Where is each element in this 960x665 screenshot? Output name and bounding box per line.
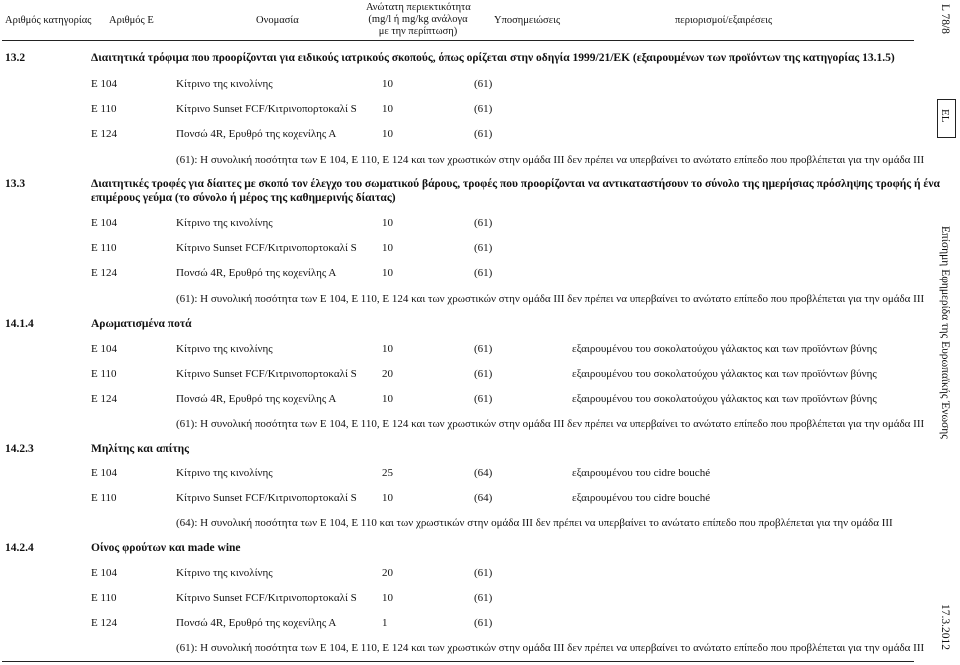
- footnote-text: (61): Η συνολική ποσότητα των E 104, E 110, E 124 και των χρωστικών στην ομάδα III δεν πρέπει να υπερβαίνει το ανώτατο επίπεδο που προβλέπεται για την ομάδα III: [176, 642, 925, 654]
- footnote-ref: (61): [474, 242, 493, 254]
- max-level: 10: [382, 217, 393, 229]
- e-number: E 110: [91, 368, 117, 380]
- section-number: 14.1.4: [5, 318, 34, 330]
- colour-name: Κίτρινο της κινολίνης: [176, 567, 273, 579]
- section-title: Οίνος φρούτων και made wine: [91, 542, 241, 554]
- footnote-ref: (61): [474, 592, 493, 604]
- footnote-ref: (61): [474, 128, 493, 140]
- footnote-ref: (61): [474, 567, 493, 579]
- colour-name: Κίτρινο Sunset FCF/Κιτρινοπορτοκαλί S: [176, 492, 357, 504]
- colour-name: Κίτρινο της κινολίνης: [176, 467, 273, 479]
- header-restrictions: περιορισμοί/εξαιρέσεις: [675, 15, 773, 26]
- max-level: 10: [382, 343, 393, 355]
- footnote-ref: (61): [474, 267, 493, 279]
- header-category-number: Αριθμός κατηγορίας: [5, 15, 92, 26]
- colour-name: Κίτρινο Sunset FCF/Κιτρινοπορτοκαλί S: [176, 242, 357, 254]
- restriction: εξαιρουμένου του σοκολατούχου γάλακτος και των προϊόντων βύνης: [572, 393, 877, 405]
- footnote-ref: (61): [474, 393, 493, 405]
- footnote-text: (64): Η συνολική ποσότητα των E 104, E 110 και των χρωστικών στην ομάδα III δεν πρέπει να υπερβαίνει το ανώτατο επίπεδο που προβλέπεται για την ομάδα III: [176, 517, 893, 529]
- e-number: E 124: [91, 617, 117, 629]
- e-number: E 110: [91, 592, 117, 604]
- footnote-text: (61): Η συνολική ποσότητα των E 104, E 110, E 124 και των χρωστικών στην ομάδα III δεν πρέπει να υπερβαίνει το ανώτατο επίπεδο που προβλέπεται για την ομάδα III: [176, 154, 925, 166]
- restriction: εξαιρουμένου του cidre bouché: [572, 492, 711, 504]
- footnote-ref: (64): [474, 467, 493, 479]
- journal-title: Επίσημη Εφημερίδα της Ευρωπαϊκής Ένωσης: [939, 226, 951, 439]
- max-level: 1: [382, 617, 388, 629]
- e-number: E 104: [91, 567, 117, 579]
- footnote-text: (61): Η συνολική ποσότητα των E 104, E 110, E 124 και των χρωστικών στην ομάδα III δεν πρέπει να υπερβαίνει το ανώτατο επίπεδο που προβλέπεται για την ομάδα III: [176, 293, 925, 305]
- colour-name: Κίτρινο Sunset FCF/Κιτρινοπορτοκαλί S: [176, 103, 357, 115]
- publication-date: 17.3.2012: [939, 604, 951, 650]
- max-level: 10: [382, 267, 393, 279]
- e-number: E 110: [91, 242, 117, 254]
- e-number: E 124: [91, 393, 117, 405]
- colour-name: Κίτρινο Sunset FCF/Κιτρινοπορτοκαλί S: [176, 592, 357, 604]
- e-number: E 104: [91, 467, 117, 479]
- max-level: 10: [382, 592, 393, 604]
- colour-name: Πονσώ 4R, Ερυθρό της κοχενίλης Α: [176, 128, 337, 140]
- restriction: εξαιρουμένου του σοκολατούχου γάλακτος και των προϊόντων βύνης: [572, 368, 877, 380]
- max-level: 20: [382, 567, 393, 579]
- max-level: 10: [382, 128, 393, 140]
- colour-name: Κίτρινο της κινολίνης: [176, 217, 273, 229]
- e-number: E 110: [91, 103, 117, 115]
- colour-name: Κίτρινο της κινολίνης: [176, 78, 273, 90]
- section-title: Μηλίτης και απίτης: [91, 443, 190, 455]
- colour-name: Πονσώ 4R, Ερυθρό της κοχενίλης Α: [176, 617, 337, 629]
- section-title: Αρωματισμένα ποτά: [91, 318, 192, 330]
- language-code: EL: [939, 109, 951, 123]
- colour-name: Πονσώ 4R, Ερυθρό της κοχενίλης Α: [176, 393, 337, 405]
- e-number: E 124: [91, 128, 117, 140]
- header-footnotes: Υποσημειώσεις: [494, 15, 561, 26]
- footnote-ref: (61): [474, 343, 493, 355]
- footnote-ref: (61): [474, 217, 493, 229]
- e-number: E 104: [91, 78, 117, 90]
- footnote-ref: (61): [474, 617, 493, 629]
- section-title-line-1: Διαιτητικές τροφές για δίαιτες με σκοπό τον έλεγχο του σωματικού βάρους, τροφές που προορίζονται να αντικαταστήσουν το σύνολο της ημερήσιας πρόσληψης τροφής ή ένα: [91, 178, 940, 190]
- footnote-ref: (61): [474, 368, 493, 380]
- max-level: 10: [382, 492, 393, 504]
- header-name: Ονομασία: [256, 15, 299, 26]
- max-level: 10: [382, 393, 393, 405]
- language-box: [937, 99, 956, 138]
- max-level: 10: [382, 242, 393, 254]
- e-number: E 104: [91, 217, 117, 229]
- footnote-ref: (61): [474, 78, 493, 90]
- section-number: 14.2.3: [5, 443, 34, 455]
- page-reference: L 78/8: [939, 4, 951, 34]
- section-number: 13.3: [5, 178, 26, 190]
- section-title: Διαιτητικά τρόφιμα που προορίζονται για ειδικούς ιατρικούς σκοπούς, όπως ορίζεται στην οδηγία 1999/21/ΕΚ (εξαιρουμένων των προϊόντων της κατηγορίας 13.1.5): [91, 52, 895, 64]
- max-level: 25: [382, 467, 393, 479]
- max-level: 10: [382, 78, 393, 90]
- footnote-ref: (61): [474, 103, 493, 115]
- bottom-border: [2, 661, 914, 662]
- restriction: εξαιρουμένου του cidre bouché: [572, 467, 711, 479]
- colour-name: Κίτρινο της κινολίνης: [176, 343, 273, 355]
- footnote-text: (61): Η συνολική ποσότητα των E 104, E 110, E 124 και των χρωστικών στην ομάδα III δεν πρέπει να υπερβαίνει το ανώτατο επίπεδο που προβλέπεται για την ομάδα III: [176, 418, 925, 430]
- e-number: E 124: [91, 267, 117, 279]
- header-e-number: Αριθμός Ε: [109, 15, 154, 26]
- max-level: 20: [382, 368, 393, 380]
- section-number: 13.2: [5, 52, 26, 64]
- colour-name: Κίτρινο Sunset FCF/Κιτρινοπορτοκαλί S: [176, 368, 357, 380]
- header-divider: [2, 40, 914, 41]
- header-max-level: Ανώτατη περιεκτικότητα (mg/l ή mg/kg ανάλογα με την περίπτωση): [366, 2, 471, 37]
- e-number: E 110: [91, 492, 117, 504]
- colour-name: Πονσώ 4R, Ερυθρό της κοχενίλης Α: [176, 267, 337, 279]
- section-title-line-2: επιμέρους γεύμα (το σύνολο ή μέρος της καθημερινής δίαιτας): [91, 192, 396, 204]
- footnote-ref: (64): [474, 492, 493, 504]
- max-level: 10: [382, 103, 393, 115]
- section-number: 14.2.4: [5, 542, 34, 554]
- restriction: εξαιρουμένου του σοκολατούχου γάλακτος και των προϊόντων βύνης: [572, 343, 877, 355]
- e-number: E 104: [91, 343, 117, 355]
